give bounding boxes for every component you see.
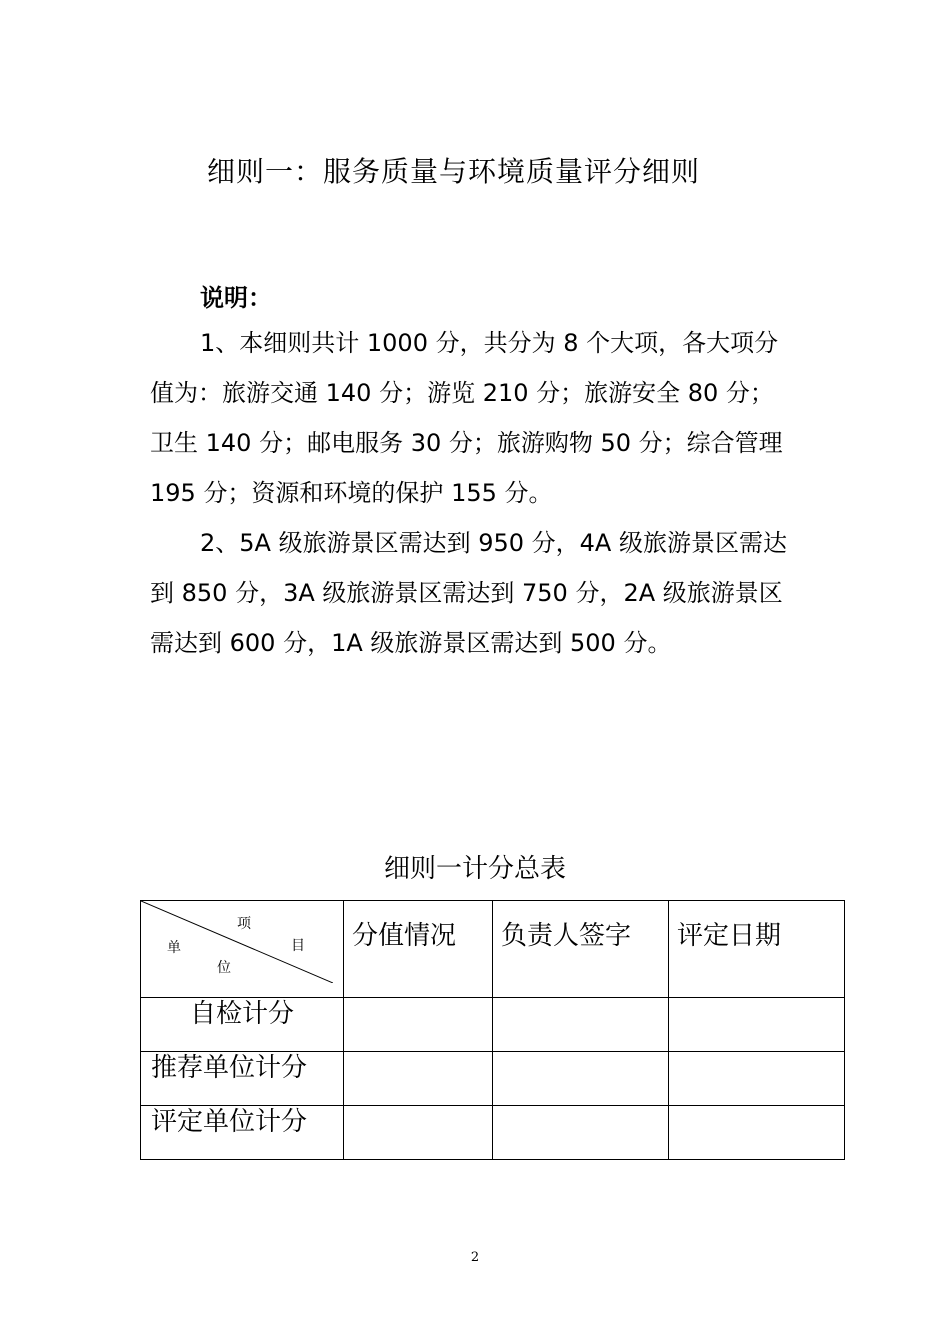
corner-label-dan: 单 — [167, 940, 181, 956]
note-2-line: 需达到 600 分，1A 级旅游景区需达到 500 分。 — [150, 629, 672, 657]
diagonal-header-cell — [141, 901, 344, 998]
note-1-line: 1、本细则共计 1000 分，共分为 8 个大项，各大项分 — [200, 329, 779, 357]
note-1-line: 卫生 140 分；邮电服务 30 分；旅游购物 50 分；综合管理 — [150, 429, 783, 457]
table-cell[interactable] — [344, 1106, 493, 1160]
table-cell[interactable] — [493, 998, 669, 1052]
note-2 — [150, 518, 810, 668]
table-header-row — [141, 901, 845, 998]
corner-label-wei: 位 — [217, 960, 231, 976]
table-row — [141, 1052, 845, 1106]
note-1 — [150, 318, 810, 518]
row-label: 推荐单位计分 — [141, 1052, 344, 1106]
row-label: 评定单位计分 — [141, 1106, 344, 1160]
page-title: 细则一：服务质量与环境质量评分细则 — [207, 155, 701, 188]
note-1-line: 值为：旅游交通 140 分；游览 210 分；旅游安全 80 分； — [150, 379, 774, 407]
notes-heading: 说明： — [200, 284, 272, 312]
table-cell[interactable] — [669, 1052, 845, 1106]
note-2-line: 2、5A 级旅游景区需达到 950 分，4A 级旅游景区需达 — [200, 529, 787, 557]
row-label: 自检计分 — [141, 998, 344, 1052]
header-date: 评定日期 — [669, 901, 845, 998]
page-number: 2 — [470, 1250, 480, 1265]
corner-label-mu: 目 — [291, 938, 305, 954]
table-row — [141, 1106, 845, 1160]
table-cell[interactable] — [344, 1052, 493, 1106]
header-signature: 负责人签字 — [493, 901, 669, 998]
table-cell[interactable] — [493, 1106, 669, 1160]
table-cell[interactable] — [669, 1106, 845, 1160]
note-1-line: 195 分；资源和环境的保护 155 分。 — [150, 479, 553, 507]
corner-label-xiang: 项 — [237, 916, 251, 932]
table-title: 细则一计分总表 — [383, 854, 566, 884]
table-cell[interactable] — [493, 1052, 669, 1106]
header-score: 分值情况 — [344, 901, 493, 998]
table-row — [141, 998, 845, 1052]
table-cell[interactable] — [344, 998, 493, 1052]
note-2-line: 到 850 分，3A 级旅游景区需达到 750 分，2A 级旅游景区 — [150, 579, 783, 607]
score-summary-table — [140, 900, 845, 1160]
table-cell[interactable] — [669, 998, 845, 1052]
